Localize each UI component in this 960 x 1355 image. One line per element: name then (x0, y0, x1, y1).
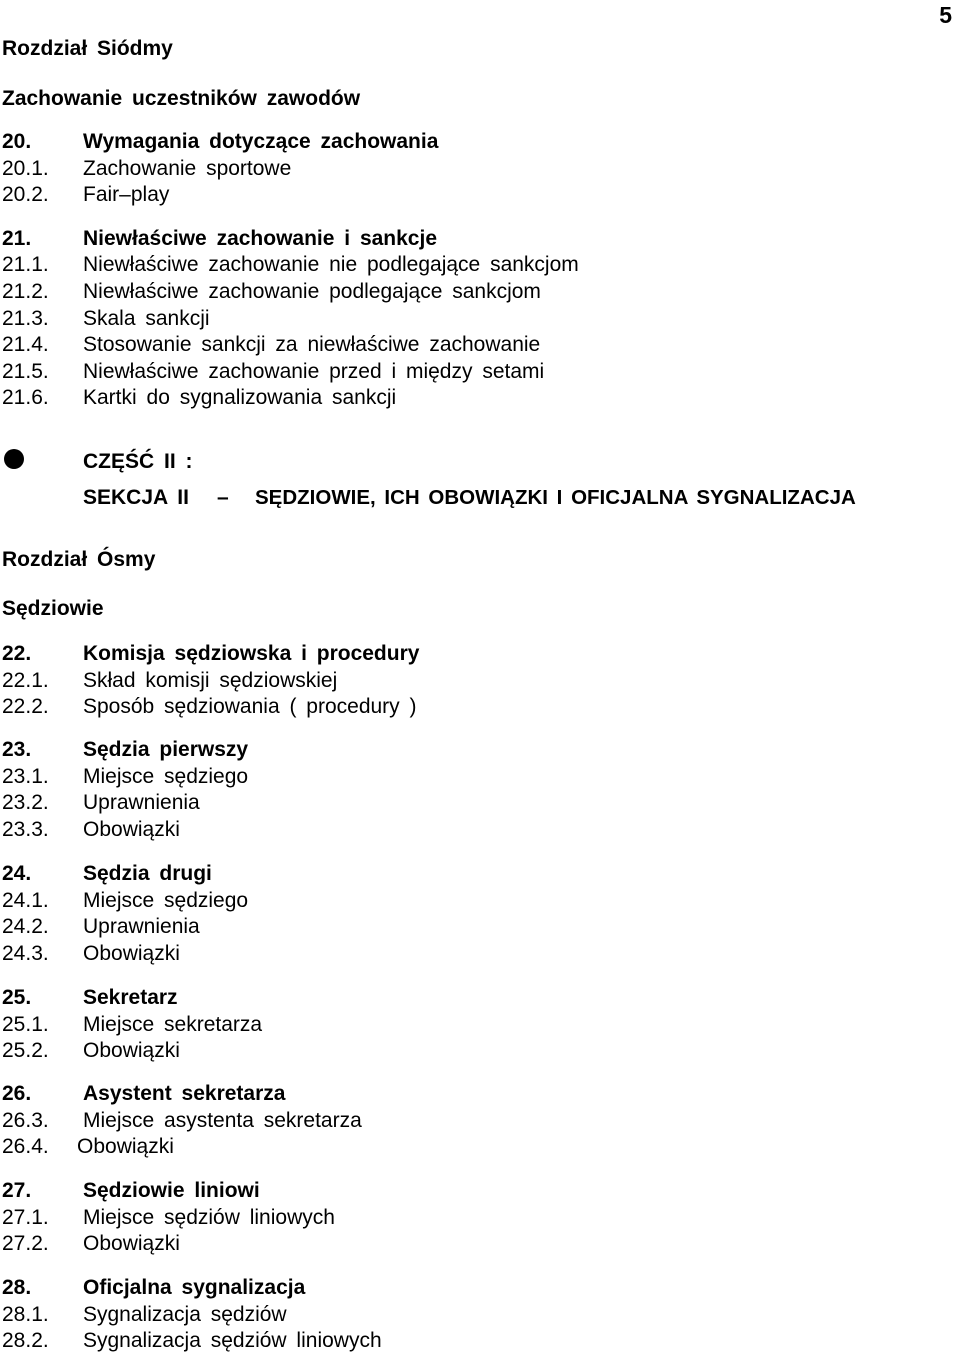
toc-label: Obowiązki (83, 818, 180, 841)
toc-number: 21.5. (2, 360, 49, 383)
toc-row (0, 332, 960, 358)
toc-label: Stosowanie sankcji za niewłaściwe zachowanie (83, 333, 541, 356)
page-number: 5 (939, 2, 952, 28)
toc-label: Niewłaściwe zachowanie i sankcje (83, 227, 437, 250)
toc-row (0, 941, 960, 967)
toc-number: 27.1. (2, 1206, 49, 1229)
toc-row (0, 1012, 960, 1038)
toc-number: 20.1. (2, 157, 49, 180)
toc-label: Wymagania dotyczące zachowania (83, 130, 439, 153)
toc-label: Skala sankcji (83, 307, 210, 330)
toc-heading-row (0, 641, 960, 667)
toc-number: 21.2. (2, 280, 49, 303)
toc-label: Asystent sekretarza (83, 1082, 286, 1105)
chapter-title: Rozdział Ósmy (2, 548, 156, 571)
toc-label: Sekretarz (83, 986, 178, 1009)
toc-heading-row (0, 1178, 960, 1204)
toc-label: Sędzia pierwszy (83, 738, 249, 761)
toc-row (0, 279, 960, 305)
toc-label: Miejsce sekretarza (83, 1013, 263, 1036)
toc-number: 24. (2, 862, 32, 885)
toc-number: 28. (2, 1276, 32, 1299)
toc-label: Sygnalizacja sędziów liniowych (83, 1329, 382, 1352)
toc-row (0, 1134, 960, 1160)
toc-number: 26.3. (2, 1109, 49, 1132)
toc-label: Obowiązki (77, 1135, 174, 1158)
toc-label: Miejsce sędziego (83, 889, 249, 912)
toc-row (0, 1108, 960, 1134)
toc-heading-row (0, 226, 960, 252)
toc-label: Uprawnienia (83, 915, 200, 938)
toc-label: Niewłaściwe zachowanie nie podlegające sankcjom (83, 253, 579, 276)
toc-row (0, 694, 960, 720)
toc-heading-row (0, 1275, 960, 1301)
toc-heading-row (0, 861, 960, 887)
toc-label: Obowiązki (83, 1039, 180, 1062)
toc-number: 26. (2, 1082, 32, 1105)
toc-number: 25.2. (2, 1039, 49, 1062)
toc-number: 25. (2, 986, 32, 1009)
bullet-icon (4, 449, 24, 469)
toc-number: 21.1. (2, 253, 49, 276)
toc-number: 25.1. (2, 1013, 49, 1036)
toc-number: 23.2. (2, 791, 49, 814)
toc-label: Sposób sędziowania ( procedury ) (83, 695, 417, 718)
toc-row (0, 888, 960, 914)
toc-row (0, 182, 960, 208)
chapter-title: Rozdział Siódmy (2, 37, 173, 60)
toc-number: 21.3. (2, 307, 49, 330)
toc-label: Kartki do sygnalizowania sankcji (83, 386, 397, 409)
toc-row (0, 1302, 960, 1328)
toc-number: 21.4. (2, 333, 49, 356)
toc-number: 20. (2, 130, 32, 153)
toc-number: 26.4. (2, 1135, 49, 1158)
toc-row (0, 359, 960, 385)
toc-label: Fair–play (83, 183, 170, 206)
toc-label: Miejsce sędziów liniowych (83, 1206, 335, 1229)
toc-heading-row (0, 129, 960, 155)
toc-heading-row (0, 985, 960, 1011)
toc-label: Skład komisji sędziowskiej (83, 669, 338, 692)
toc-number: 22. (2, 642, 32, 665)
toc-label: Miejsce sędziego (83, 765, 249, 788)
toc-heading-row (0, 737, 960, 763)
toc-row (0, 306, 960, 332)
toc-row (0, 1328, 960, 1354)
toc-label: Uprawnienia (83, 791, 200, 814)
toc-number: 27.2. (2, 1232, 49, 1255)
toc-label: Niewłaściwe zachowanie podlegające sankcjom (83, 280, 541, 303)
toc-row (0, 764, 960, 790)
toc-row (0, 1231, 960, 1257)
toc-label: Sędzia drugi (83, 862, 212, 885)
toc-heading-row (0, 1081, 960, 1107)
toc-number: 21.6. (2, 386, 49, 409)
toc-row (0, 252, 960, 278)
toc-number: 28.2. (2, 1329, 49, 1352)
toc-label: Zachowanie sportowe (83, 157, 292, 180)
toc-row (0, 1205, 960, 1231)
toc-number: 23.1. (2, 765, 49, 788)
toc-label: Sygnalizacja sędziów (83, 1303, 287, 1326)
toc-label: Komisja sędziowska i procedury (83, 642, 420, 665)
toc-label: Niewłaściwe zachowanie przed i między setami (83, 360, 545, 383)
section-title: SĘDZIOWIE, ICH OBOWIĄZKI I OFICJALNA SYGNALIZACJA (255, 486, 856, 509)
toc-number: 27. (2, 1179, 32, 1202)
toc-label: Miejsce asystenta sekretarza (83, 1109, 362, 1132)
toc-row (0, 385, 960, 411)
toc-label: Obowiązki (83, 942, 180, 965)
part-title: CZĘŚĆ II : (83, 450, 193, 473)
toc-label: Oficjalna sygnalizacja (83, 1276, 306, 1299)
section-label: SEKCJA II (83, 486, 189, 509)
section-dash: – (217, 486, 229, 509)
toc-number: 23.3. (2, 818, 49, 841)
toc-label: Obowiązki (83, 1232, 180, 1255)
toc-number: 24.1. (2, 889, 49, 912)
toc-label: Sędziowie liniowi (83, 1179, 260, 1202)
toc-row (0, 914, 960, 940)
toc-number: 23. (2, 738, 32, 761)
toc-number: 22.1. (2, 669, 49, 692)
chapter-subtitle: Zachowanie uczestników zawodów (2, 87, 361, 110)
toc-number: 24.3. (2, 942, 49, 965)
toc-row (0, 668, 960, 694)
toc-number: 21. (2, 227, 32, 250)
toc-number: 24.2. (2, 915, 49, 938)
toc-row (0, 156, 960, 182)
toc-row (0, 1038, 960, 1064)
chapter-subtitle: Sędziowie (2, 597, 104, 620)
toc-row (0, 817, 960, 843)
toc-number: 28.1. (2, 1303, 49, 1326)
toc-number: 22.2. (2, 695, 49, 718)
toc-row (0, 790, 960, 816)
toc-number: 20.2. (2, 183, 49, 206)
